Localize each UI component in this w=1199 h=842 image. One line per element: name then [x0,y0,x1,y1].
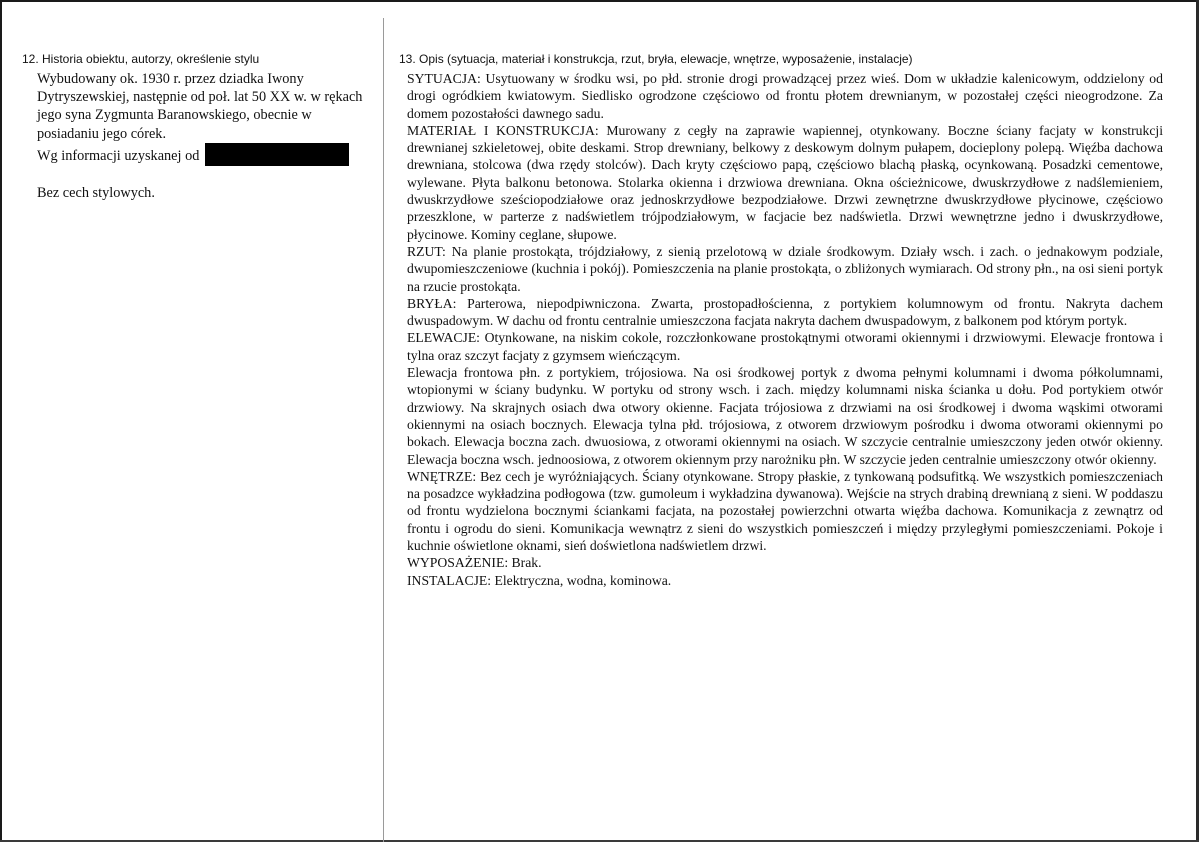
paragraph-bryla: BRYŁA: Parterowa, niepodpiwniczona. Zwarta, prostopadłościenna, z portykiem kolumnowym od frontu. Nakryta dachem dwuspadowym. W dachu od frontu centralnie umieszczona facjata nakryta dachem dwuspadowym, z balkonem pod którym portyk. [407,295,1163,329]
paragraph-elewacje: ELEWACJE: Otynkowane, na niskim cokole, rozczłonkowane prostokątnymi otworami okiennymi i drzwiowymi. Elewacje frontowa i tylna oraz szczyt facjaty z gzymsem wieńczącym. [407,330,1163,363]
info-source-label: Wg informacji uzyskanej od [37,147,200,164]
paragraph-sytuacja: SYTUACJA: Usytuowany w środku wsi, po płd. stronie drogi prowadzącej przez wieś. Dom w układzie kalenicowym, oddzielony od drogi ogródkiem kwiatowym. Siedlisko ogrodzone częściowo od frontu płotem drewnianym, w pozostałej części nieogrodzone. Za domem pozostałości dawnego sadu. [407,71,1163,121]
paragraph-wyposazenie: WYPOSAŻENIE: Brak. [407,555,542,571]
section-13-body [407,70,1163,589]
info-source-line [37,143,367,166]
section-12-history [22,52,367,202]
paragraph-rzut: RZUT: Na planie prostokąta, trójdziałowy, z sienią przelotową w dziale środkowym. Działy wsch. i zach. o jednakowym podziale, dwupomieszczeniowe (kuchnia i pokój). Pomieszczenia na planie prostokąta, o zbliżonych wymiarach. Od strony płn., na osi sieni portyk na rzucie prostokąta. [407,243,1163,294]
section-12-heading: 12. Historia obiektu, autorzy, określenie stylu [22,52,260,66]
paragraph-instalacje: INSTALACJE: Elektryczna, wodna, kominowa. [407,572,672,588]
paragraph-material: MATERIAŁ I KONSTRUKCJA: Murowany z cegły na zaprawie wapiennej, otynkowany. Boczne ściany facjaty w konstrukcji drewnianej szkieletowej, obite deskami. Strop drewniany, belkowy z deskowym dolnym pułapem, docieplony polepą. Więźba dachowa drewniana, stolcowa (dwa rzędy stolców). Dach kryty częściowo papą, częściowo blachą płaską, ocynkowaną. Posadzki cementowe, wylewane. Płyta balkonu betonowa. Stolarka okienna i drzwiowa drewniana. Okna ościeżnicowe, dwuskrzydłowe z nadślemieniem, dwuskrzydłowe sześciopodziałowe oraz jednoskrzydłowe bezpodziałowe. Drzwi zewnętrzne dwuskrzydłowe płycinowe, częściowo przeszklone, w parterze z nadświetlem trójpodziałowym, w facjacie bez nadświetla. Drzwi wewnętrzne jedno i dwuskrzydłowe, płycinowe. Kominy ceglane, słupowe. [407,122,1163,242]
paragraph-elewacja-detail: Elewacja frontowa płn. z portykiem, trójosiowa. Na osi środkowej portyk z dwoma pełnymi kolumnami i dwoma półkolumnami, wtopionymi w ściany budynku. W portyku od strony wsch. i zach. między kolumnami niska ścianka u dołu. Pod portykiem otwór drzwiowy. Na skrajnych osiach dwa otwory okienne. Facjata trójosiowa z drzwiami na osi środkowej i dwoma wąskimi otworami okiennymi na osiach bocznych. Elewacja tylna płd. trójosiowa, z otworem drzwiowym pośrodku i dwoma otworami okiennymi po bokach. Elewacja boczna zach. dwuosiowa, z otworami okiennymi na osiach. W szczycie centralnie umieszczony jeden otwór okienny. Elewacja boczna wsch. jednoosiowa, z otworem okiennym przy narożniku płn. W szczycie jeden centralnie umieszczony otwór okienny. [407,365,1163,467]
column-divider [383,18,384,842]
section-13-description [399,52,1171,589]
style-text: Bez cech stylowych. [37,184,155,201]
redaction-block [205,143,349,166]
history-text: Wybudowany ok. 1930 r. przez dziadka Iwony Dytryszewskiej, następnie od poł. lat 50 XX w. w rękach jego syna Zygmunta Baranowskiego, obecnie w posiadaniu jego córek. [37,71,363,142]
paragraph-wnetrze: WNĘTRZE: Bez cech je wyróżniających. Ściany otynkowane. Stropy płaskie, z tynkowaną podsufitką. We wszystkich pomieszczeniach na posadzce wykładzina podłogowa (tzw. gumoleum i wykładzina dywanowa). Wejście na strych drabiną drewnianą z sieni. W poddaszu od frontu wydzielona bocznymi ściankami facjata, na pozostałej powierzchni otwarta więźba dachowa. Komunikacja z zewnątrz od frontu i ogrodu do sieni. Komunikacja wewnątrz z sieni do wszystkich pomieszczeń i między przyległymi pomieszczeniami. Pokoje i kuchnie oświetlone oknami, sień doświetlona nadświetlem drzwi. [407,468,1163,554]
section-13-heading: 13. Opis (sytuacja, materiał i konstrukcja, rzut, bryła, elewacje, wnętrze, wyposażenie, instalacje) [399,52,913,66]
section-12-body [37,70,367,202]
